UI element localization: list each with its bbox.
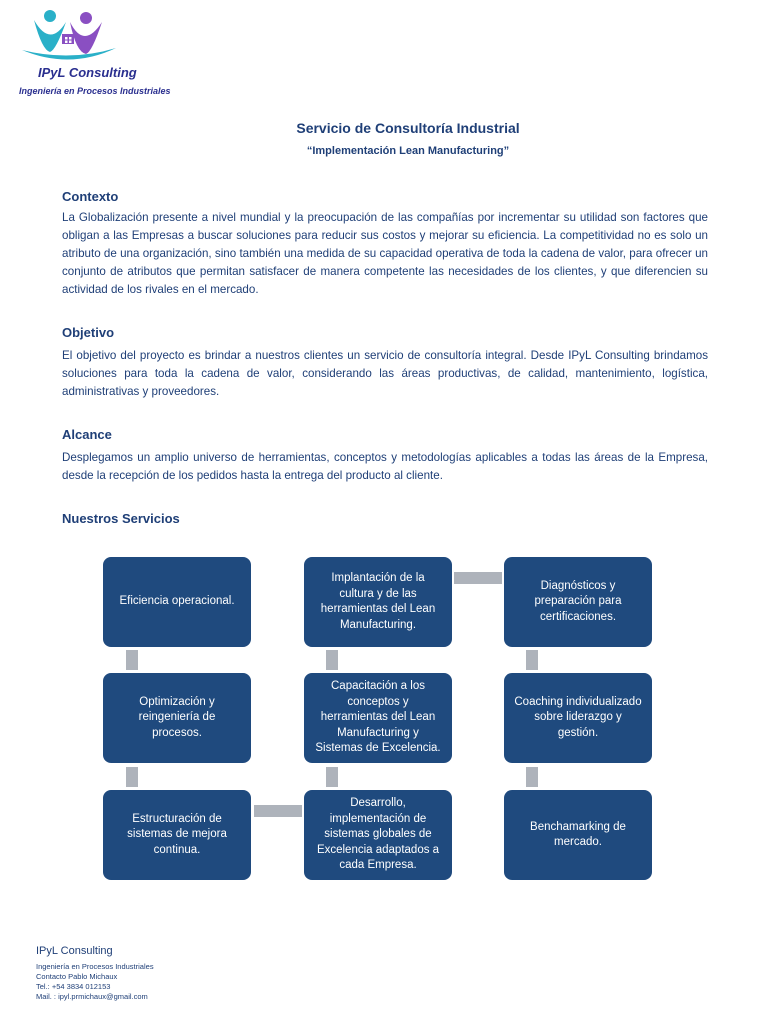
connector	[454, 572, 502, 584]
footer-tagline: Ingeniería en Procesos Industriales	[36, 962, 154, 971]
service-box: Benchamarking de mercado.	[504, 790, 652, 880]
connector	[326, 650, 338, 670]
service-box: Estructuración de sistemas de mejora continua.	[103, 790, 251, 880]
section-heading-alcance: Alcance	[62, 427, 112, 442]
service-box: Optimización y reingeniería de procesos.	[103, 673, 251, 763]
footer-company-name: IPyL Consulting	[36, 945, 113, 957]
service-box: Implantación de la cultura y de las herramientas del Lean Manufacturing.	[304, 557, 452, 647]
connector	[126, 767, 138, 787]
service-box: Capacitación a los conceptos y herramientas del Lean Manufacturing y Sistemas de Excelencia.	[304, 673, 452, 763]
footer-contact: Contacto Pablo Michaux	[36, 972, 118, 981]
service-box: Diagnósticos y preparación para certificaciones.	[504, 557, 652, 647]
document-title: Servicio de Consultoría Industrial	[296, 120, 520, 136]
logo-figures-icon	[20, 8, 120, 64]
section-heading-servicios: Nuestros Servicios	[62, 511, 180, 526]
section-heading-objetivo: Objetivo	[62, 325, 115, 340]
connector	[254, 805, 302, 817]
section-text-alcance: Desplegamos un amplio universo de herramientas, conceptos y metodologías aplicables a todas las áreas de la Empresa, desde la recepción de los pedidos hasta la entrega del producto al cliente.	[62, 451, 708, 482]
footer-email: Mail. : ipyl.prmichaux@gmail.com	[36, 992, 148, 1001]
service-box: Coaching individualizado sobre liderazgo y gestión.	[504, 673, 652, 763]
connector	[326, 767, 338, 787]
document-subtitle: “Implementación Lean Manufacturing”	[306, 145, 510, 157]
connector	[126, 650, 138, 670]
logo-tagline: Ingeniería en Procesos Industriales	[19, 86, 171, 96]
service-box: Desarrollo, implementación de sistemas globales de Excelencia adaptados a cada Empresa.	[304, 790, 452, 880]
service-box: Eficiencia operacional.	[103, 557, 251, 647]
section-text-contexto: La Globalización presente a nivel mundial y la preocupación de las compañías por incrementar su utilidad son factores que obligan a las Empresas a buscar soluciones para reducir sus costos y mejorar su eficiencia. La competitividad no es solo un atributo de una organización, sino también una medida de su capacidad operativa de toda la cadena de valor, para ofrecer un conjunto de atributos que permitan satisfacer de manera competente las necesidades de los clientes, y que diferencien su actividad de los rivales en el mercado.	[62, 211, 708, 296]
logo-name: IPyL Consulting	[38, 65, 137, 80]
connector	[526, 767, 538, 787]
connector	[526, 650, 538, 670]
company-logo	[16, 8, 216, 98]
section-text-objetivo: El objetivo del proyecto es brindar a nuestros clientes un servicio de consultoría integral. Desde IPyL Consulting brindamos soluciones para toda la cadena de valor, considerando las áreas productivas, de calidad, mantenimiento, logística, administrativas y proveedores.	[62, 349, 708, 398]
footer-phone: Tel.: +54 3834 012153	[36, 982, 111, 991]
section-heading-contexto: Contexto	[62, 189, 119, 204]
